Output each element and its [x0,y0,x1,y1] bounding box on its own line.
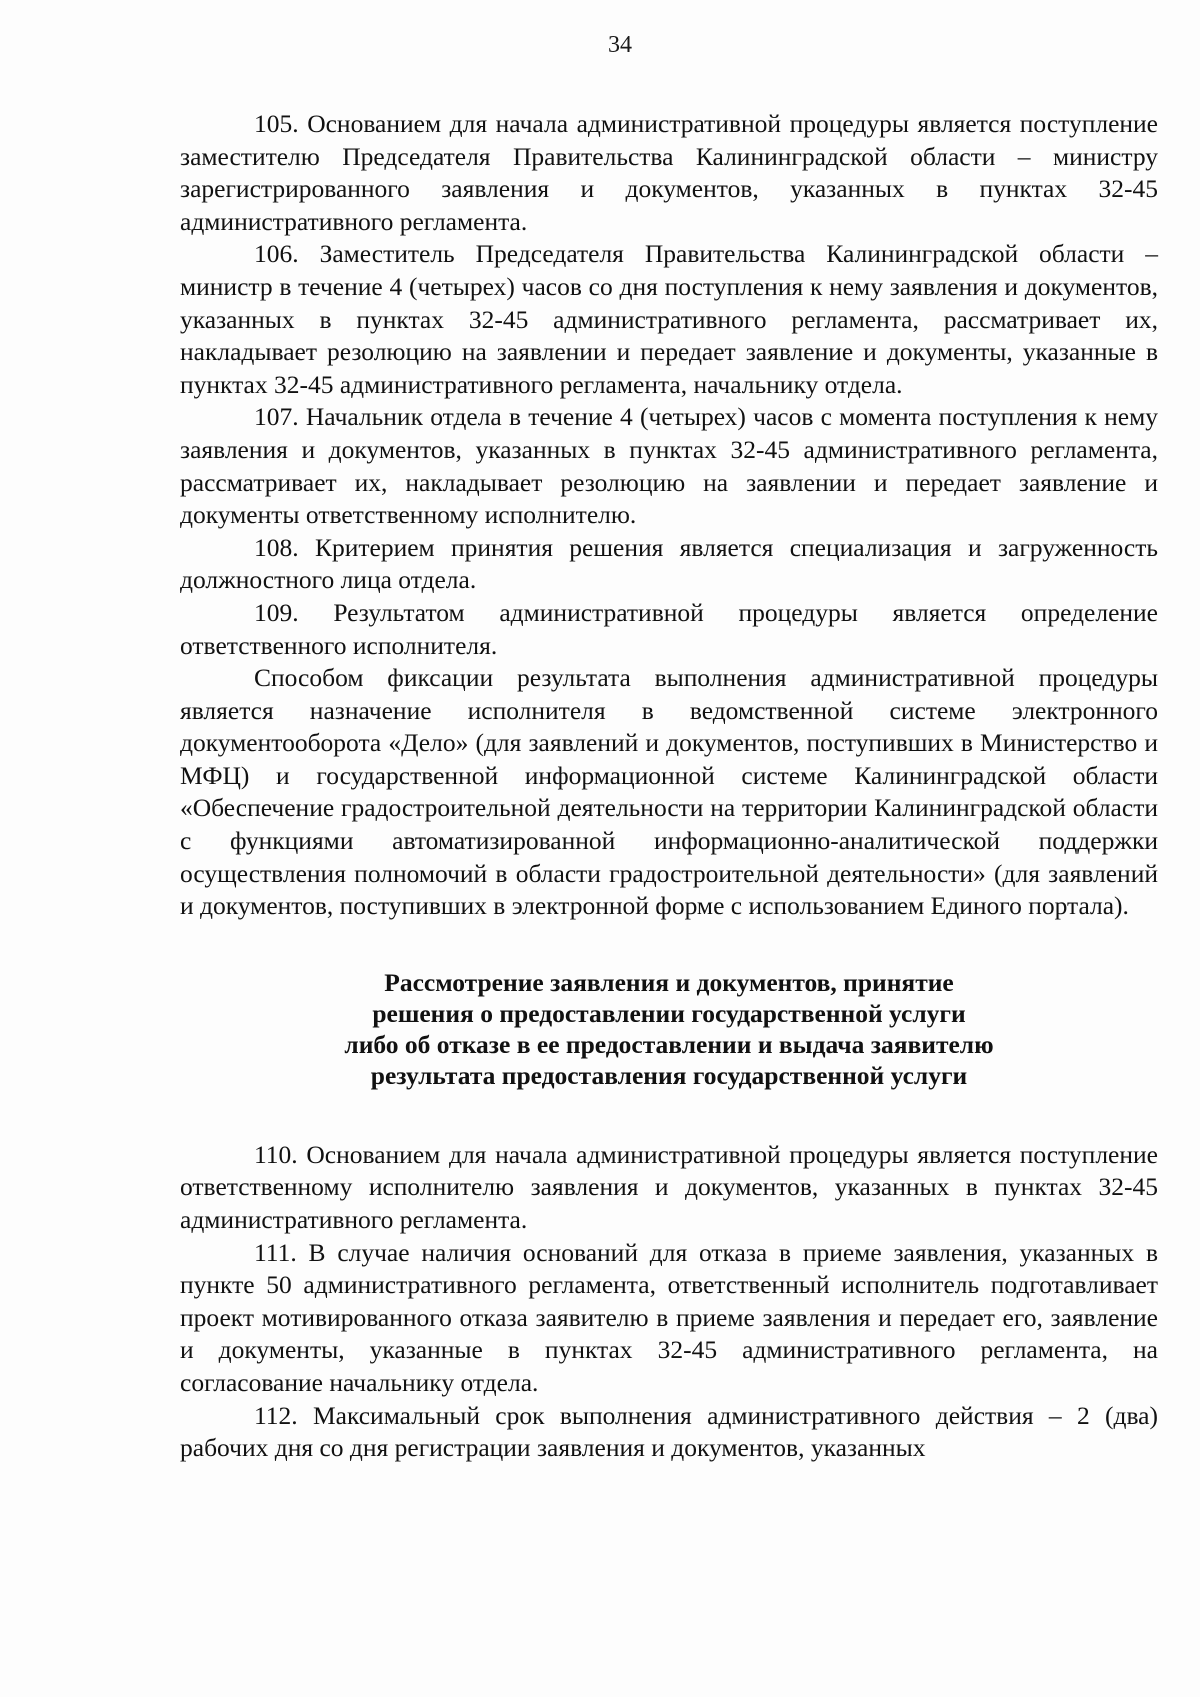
paragraph-109: 109. Результатом административной процедуры является определение ответственного исполнителя. [180,597,1158,660]
paragraph-fixation-method: Способом фиксации результата выполнения административной процедуры является назначение исполнителя в ведомственной системе электронного документооборота «Дело» (для заявлений и документов, поступивших в Министерство и МФЦ) и государственной информационной системе Калининградской области «Обеспечение градостроительной деятельности на территории Калининградской области с функциями автоматизированной информационно-аналитической поддержки осуществления полномочий в области градостроительной деятельности» (для заявлений и документов, поступивших в электронной форме с использованием Единого портала). [180,663,1158,921]
page-number: 34 [608,32,632,58]
paragraph-105: 105. Основанием для начала административной процедуры является поступление заместителю Председателя Правительства Калининградской области – министру зарегистрированного заявления и документов, указанных в пунктах 32-45 административного регламента. [180,109,1158,236]
section-heading-line: результата предоставления государственной услуги [370,1060,968,1090]
paragraph-107: 107. Начальник отдела в течение 4 (четырех) часов с момента поступления к нему заявления и документов, указанных в пунктах 32-45 административного регламента, рассматривает их, накладывает резолюцию на заявлении и передает заявление и документы ответственному исполнителю. [180,402,1158,530]
paragraph-106: 106. Заместитель Председателя Правительства Калининградской области – министр в течение 4 (четырех) часов со дня поступления к нему заявления и документов, указанных в пунктах 32-45 административного регламента, рассматривает их, накладывает резолюцию на заявлении и передает заявление и документы, указанные в пунктах 32-45 административного регламента, начальнику отдела. [180,239,1158,399]
section-heading [180,967,1158,1091]
paragraph-110: 110. Основанием для начала административной процедуры является поступление ответственному исполнителю заявления и документов, указанных в пунктах 32-45 административного регламента. [180,1139,1158,1235]
section-heading-line: Рассмотрение заявления и документов, принятие [384,967,954,997]
paragraph-112: 112. Максимальный срок выполнения административного действия – 2 (два) рабочих дня со дня регистрации заявления и документов, указанных [180,1400,1158,1463]
section-heading-line: решения о предоставлении государственной услуги [372,998,966,1028]
paragraph-108: 108. Критерием принятия решения является специализация и загруженность должностного лица отдела. [180,532,1158,595]
paragraph-111: 111. В случае наличия оснований для отказа в приеме заявления, указанных в пункте 50 административного регламента, ответственный исполнитель подготавливает проект мотивированного отказа заявителю в приеме заявления и передает его, заявление и документы, указанные в пунктах 32-45 административного регламента, на согласование начальнику отдела. [180,1237,1158,1397]
section-heading-line: либо об отказе в ее предоставлении и выдача заявителю [344,1029,994,1059]
document-body [180,108,1158,1465]
